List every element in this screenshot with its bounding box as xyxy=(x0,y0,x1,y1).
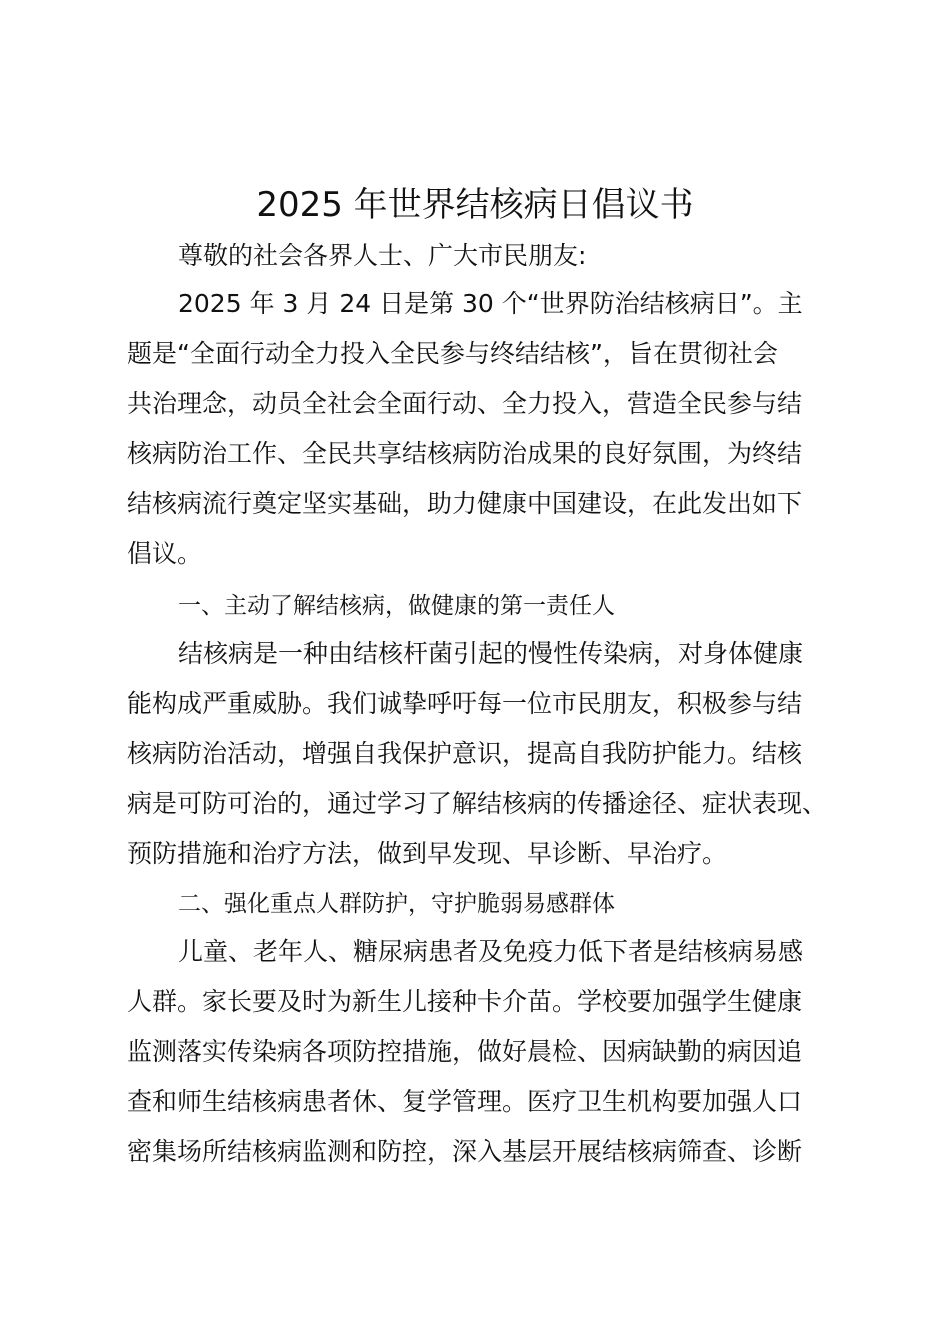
section-line: 密集场所结核病监测和防控，深入基层开展结核病筛查、诊断 xyxy=(127,1137,803,1166)
section-heading: 二、强化重点人群防护，守护脆弱易感群体 xyxy=(178,891,615,917)
section-line: 能构成严重威胁。我们诚挚呼吁每一位市民朋友，积极参与结 xyxy=(127,689,803,718)
intro-line: 结核病流行奠定坚实基础，助力健康中国建设，在此发出如下 xyxy=(127,489,803,518)
section-line: 人群。家长要及时为新生儿接种卡介苗。学校要加强学生健康 xyxy=(127,987,803,1016)
document-title: 2025 年世界结核病日倡议书 xyxy=(256,185,694,225)
intro-line: 核病防治工作、全民共享结核病防治成果的良好氛围，为终结 xyxy=(127,439,803,468)
section-line: 儿童、老年人、糖尿病患者及免疫力低下者是结核病易感 xyxy=(178,937,804,966)
section-line: 预防措施和治疗方法，做到早发现、早诊断、早治疗。 xyxy=(127,839,728,868)
intro-line: 2025 年 3 月 24 日是第 30 个“世界防治结核病日”。主 xyxy=(178,289,803,318)
intro-line: 题是“全面行动全力投入全民参与终结结核”，旨在贯彻社会 xyxy=(127,339,778,368)
section-line: 病是可防可治的，通过学习了解结核病的传播途径、症状表现、 xyxy=(127,789,828,818)
section-line: 核病防治活动，增强自我保护意识，提高自我防护能力。结核 xyxy=(127,739,803,768)
intro-line: 倡议。 xyxy=(127,539,203,568)
section-line: 查和师生结核病患者休、复学管理。医疗卫生机构要加强人口 xyxy=(127,1087,803,1116)
section-heading: 一、主动了解结核病，做健康的第一责任人 xyxy=(178,593,615,619)
section-line: 结核病是一种由结核杆菌引起的慢性传染病，对身体健康 xyxy=(178,639,804,668)
section-line: 监测落实传染病各项防控措施，做好晨检、因病缺勤的病因追 xyxy=(127,1037,803,1066)
intro-line: 共治理念，动员全社会全面行动、全力投入，营造全民参与结 xyxy=(127,389,803,418)
salutation: 尊敬的社会各界人士、广大市民朋友: xyxy=(178,241,587,270)
